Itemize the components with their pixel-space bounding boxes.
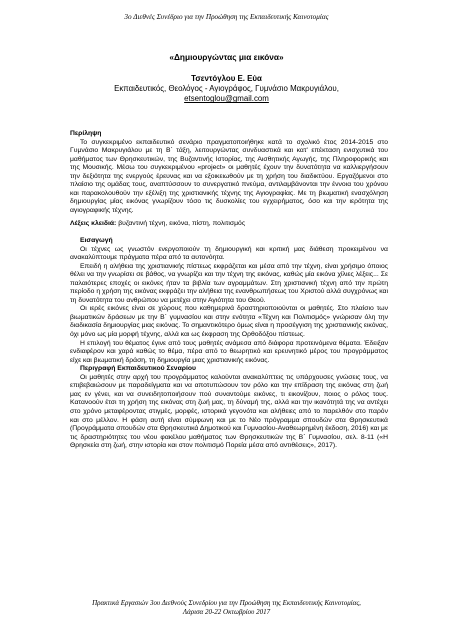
keywords-value: βυζαντινή τέχνη, εικόνα, πίστη, πολιτισμός [118,220,246,228]
author-email-link[interactable]: etsentoglou@gmail.com [184,94,269,104]
running-header: 3ο Διεθνές Συνέδριο για την Προώθηση της Εκπαιδευτικής Καινοτομίας [124,13,329,21]
scenario-paragraph: Οι μαθητές στην αρχή του προγράμματος καλούνται ανακαλύπτεις τις υπάρχουσες γνώσεις τους, να επιβεβαιώσουν με παραδείγματα και να αποτυπώσουν τον ρόλο και την επίδραση της εικόνας στη ζωή μας εν γένει, και να συνειδητοποιήσουν πού συναντούμε εικόνες, τι εικονίζουν, ποιος ο ρόλος τους. Κατανοούν έτσι τη χρήση της εικόνας στη ζωή μας, τη δύναμή της, αλλά και την ικανότητά της να αντέχει στο χρόνο μεταφέροντας στιγμές, μορφές, ιστορικά γεγονότα και αλήθειες από το παρελθόν στο παρόν και στο μέλλον. Η φάση αυτή είναι σύμφωνη και με το Νέο πρόγραμμα σπουδών στα Θρησκευτικά (Προγράμματα σπουδών στα Θρησκευτικά Δημοτικού και Γυμνασίου-Αναθεωρημένη έκδοση, 2016) και με τις δραστηριότητες του νέου φακέλου μαθήματος των Θρησκευτικών της Β΄ Γυμνασίου, σελ. 8-11 («Η Θρησκεία στη ζωή, στην ιστορία και στον πολιτισμό Πορεία μέσα από αντιθέσεις», 2017). [70,373,388,450]
footer-venue-line: Λάρισα 20-22 Οκτωβρίου 2017 [182,608,271,616]
abstract-heading: Περίληψη [70,130,102,137]
introduction-heading: Εισαγωγή [80,237,113,245]
abstract-text: Το συγκεκριμένο εκπαιδευτικό σενάριο πραγματοποιήθηκε κατά το σχολικό έτος 2014-2015 στο Γυμνάσιο Μακρυγιάλου με τη Β΄ τάξη, λειτουργώντας συνδυαστικά και κατ' επέκταση ενισχυτικά του μαθήματος των Θρησκευτικών, της Βυζαντινής Ιστορίας, της Αισθητικής Αγωγής, της Πληροφορικής και της Μουσικής. Μέσω του συγκεκριμένου «project» οι μαθητές έχουν την δυνατότητα να καλλιεργήσουν την δεξιότητα της ενεργούς έρευνας και να εξοικειωθούν με τη χρήση του διαδικτύου. Εργαζόμενοι στο πλαίσιο της ομάδας τους, αναπτύσσουν το συνεργατικό πνεύμα, αντιλαμβάνονται την έννοια του χρόνου και παρακολουθούν την εξέλιξη της χριστιανικής τέχνης της Αγιογραφίας. Με τη βιωματική ενασχόληση δημιουργίας μίας εικόνας γνωρίζουν τόσο τις δυσκολίες του εγχειρήματος, όσο και την ιερότητα της αγιογραφικής τέχνης. [70,138,388,214]
paper-body [70,130,388,451]
author-block [0,74,453,105]
running-footer [0,599,453,617]
keywords-label: Λέξεις κλειδιά: [70,220,117,228]
author-affiliation: Εκπαιδευτικός, Θεολόγος - Αγιογράφος, Γυμνάσιο Μακρυγιάλου, [114,84,339,94]
paper-title: «Δημιουργώντας μια εικόνα» [169,52,284,62]
introduction-paragraph: Η επιλογή του θέματος έγινε από τους μαθητές ανάμεσα από διάφορα προτεινόμενα θέματα. Έδειξαν ενδιαφέρον και χαρά καθώς το θέμα, πέρα από το θεωρητικό και ερευνητικό μέρος του προγράμματος είχε και βιωματική δράση, τη δημιουργία μιας χριστιανικής εικόνας. [70,339,388,364]
introduction-paragraph: Οι ιερές εικόνες είναι σε χώρους που καθημερινά δραστηριοποιούνται οι μαθητές. Στο πλαίσιο των βιωματικών δράσεων με την Β΄ γυμνασίου και στην ενότητα «Τέχνη και Πολιτισμός» γνώρισαν όλη την διαδικασία δημιουργίας μιας εικόνας. Το σημαντικότερο όμως είναι η προσέγγιση της χριστιανικής εικόνας, όχι μόνο ως μία μορφή τέχνης, αλλά και ως έκφραση της Ορθοδόξου πίστεως. [70,305,388,339]
keywords-line [70,220,388,229]
author-name: Τσεντόγλου Ε. Εύα [191,74,262,83]
introduction-paragraph: Οι τέχνες ως γνωστόν ενεργοποιούν τη δημιουργική και κριτική μας διάθεση προκειμένου να ανακαλύπτουμε πράγματα πέρα από τα αυτονόητα. [70,245,388,262]
footer-proceedings-line: Πρακτικά Εργασιών 3ου Διεθνούς Συνεδρίου για την Προώθηση της Εκπαιδευτικής Καινοτομίας, [92,599,361,607]
scenario-heading: Περιγραφή Εκπαιδευτικού Σεναρίου [80,365,196,373]
introduction-paragraph: Επειδή η αλήθεια της χριστιανικής πίστεως εκφράζεται και μέσα από την τέχνη, είναι χρήσιμο όποιος θέλει να την γνωρίσει σε βάθος, να γνωρίζει και την τέχνη της εικόνας, καθώς μία εικόνα χίλιες λέξεις... Σε παλαιότερες εποχές οι εικόνες ήταν τα βιβλία των αγραμμάτων. Στη χριστιανική τέχνη από την πρώτη περίοδο η χρήση της εικόνας εκφράζει την αλήθεια της ενανθρωπήσεως του Χριστού αλλά συγχρόνως και τη δυνατότητα του ανθρώπου να μετέχει στην Αγιότητα του Θεού. [70,262,388,304]
